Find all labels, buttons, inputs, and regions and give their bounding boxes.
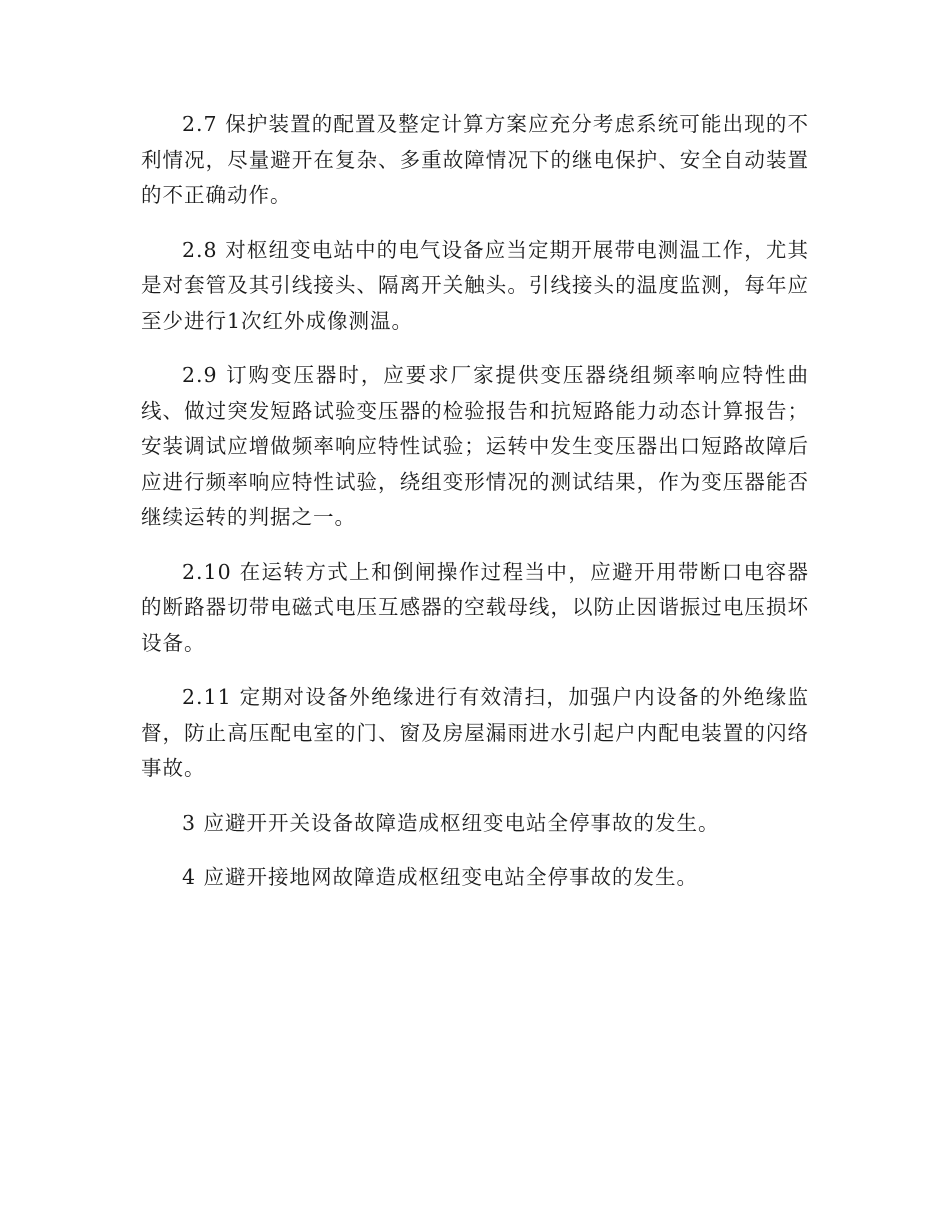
paragraph-2-9: 2.9 订购变压器时，应要求厂家提供变压器绕组频率响应特性曲线、做过突发短路试验变压器的检验报告和抗短路能力动态计算报告；安装调试应增做频率响应特性试验；运转中发生变压器出口短路故障后应进行频率响应特性试验，绕组变形情况的测试结果，作为变压器能否继续运转的判据之一。 — [141, 363, 809, 529]
paragraph-2-7: 2.7 保护装置的配置及整定计算方案应充分考虑系统可能出现的不利情况，尽量避开在复杂、多重故障情况下的继电保护、安全自动装置的不正确动作。 — [141, 112, 809, 207]
paragraph-3: 3 应避开开关设备故障造成枢纽变电站全停事故的发生。 — [182, 810, 720, 835]
paragraph-2-8: 2.8 对枢纽变电站中的电气设备应当定期开展带电测温工作，尤其是对套管及其引线接头、隔离开关触头。引线接头的温度监测，每年应至少进行1次红外成像测温。 — [141, 237, 809, 333]
paragraph-2-11: 2.11 定期对设备外绝缘进行有效清扫，加强户内设备的外绝缘监督，防止高压配电室的门、窗及房屋漏雨进水引起户内配电装置的闪络事故。 — [141, 685, 809, 780]
document-body — [141, 107, 809, 915]
paragraph-2-10: 2.10 在运转方式上和倒闸操作过程当中，应避开用带断口电容器的断路器切带电磁式电压互感器的空载母线，以防止因谐振过电压损坏设备。 — [141, 559, 809, 655]
paragraph-4: 4 应避开接地网故障造成枢纽变电站全停事故的发生。 — [182, 865, 699, 889]
